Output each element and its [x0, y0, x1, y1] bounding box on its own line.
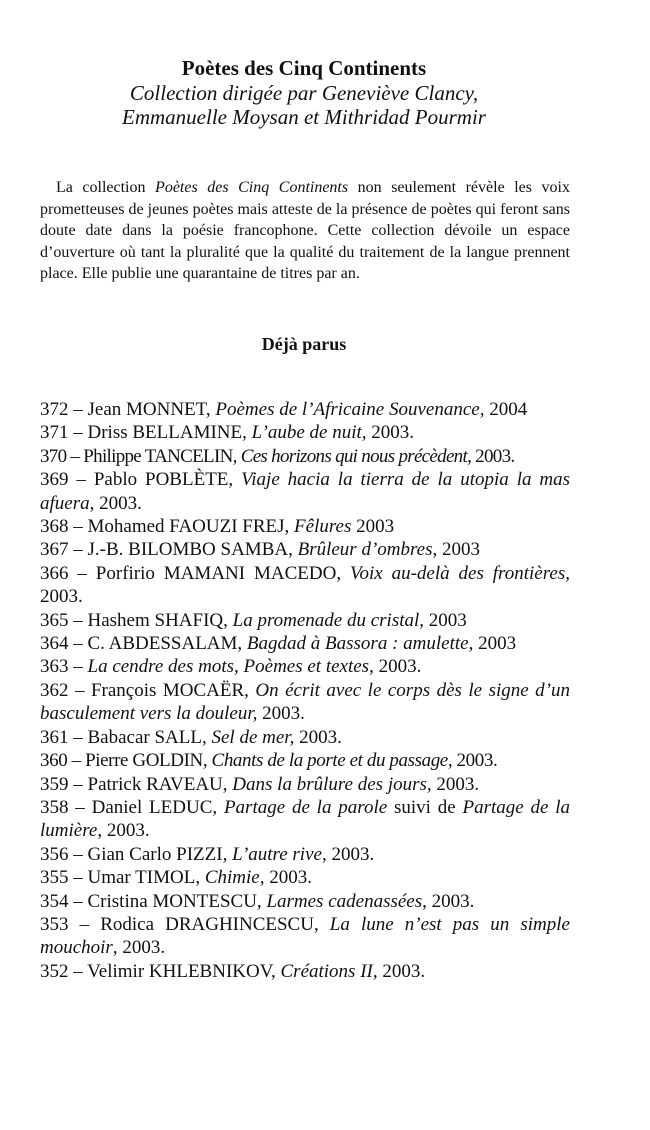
section-heading: Déjà parus — [261, 334, 347, 354]
list-item: 361 – Babacar SALL, Sel de mer, 2003. — [40, 726, 342, 748]
collection-name: Poètes des Cinq Continents — [155, 179, 349, 196]
list-item: 372 – Jean MONNET, Poèmes de l’Africaine Souvenance, 2004 — [40, 399, 528, 420]
page-title: Poètes des Cinq Continents — [181, 56, 427, 80]
collection-directors-line-2: Emmanuelle Moysan et Mithridad Pourmir — [122, 105, 486, 129]
list-item: 365 – Hashem SHAFIQ, La promenade du cristal, 2003 — [40, 609, 467, 631]
list-item: 359 – Patrick RAVEAU, Dans la brûlure des jours, 2003. — [40, 773, 480, 795]
list-item: 369 – Pablo POBLÈTE, Viaje hacia la tierra de la utopia la mas afuera, 2003. — [40, 469, 570, 514]
list-item: 371 – Driss BELLAMINE, L’aube de nuit, 2003. — [40, 422, 415, 444]
list-item: 367 – J.-B. BILOMBO SAMBA, Brûleur d’ombres, 2003 — [40, 539, 481, 561]
list-item: 366 – Porfirio MAMANI MACEDO, Voix au-delà des frontières, 2003. — [40, 562, 570, 608]
list-item: 362 – François MOCAËR, On écrit avec le corps dès le signe d’un basculement vers la douleur, 2003. — [40, 679, 570, 725]
list-item: 370 – Philippe TANCELIN, Ces horizons qui nous précèdent, 2003. — [40, 445, 515, 467]
published-titles-list — [40, 398, 570, 983]
list-item: 363 – La cendre des mots, Poèmes et textes, 2003. — [40, 656, 422, 678]
list-item: 355 – Umar TIMOL, Chimie, 2003. — [40, 867, 312, 889]
list-item: 364 – C. ABDESSALAM, Bagdad à Bassora : amulette, 2003 — [40, 633, 517, 655]
description-lead: La collection — [56, 179, 156, 196]
list-item: 368 – Mohamed FAOUZI FREJ, Fêlures 2003 — [40, 516, 395, 538]
list-item: 353 – Rodica DRAGHINCESCU, La lune n’est pas un simple mouchoir, 2003. — [40, 913, 570, 959]
collection-description — [40, 177, 570, 285]
list-item: 352 – Velimir KHLEBNIKOV, Créations II, 2003. — [40, 960, 426, 982]
list-item: 358 – Daniel LEDUC, Partage de la parole suivi de Partage de la lumière, 2003. — [40, 796, 570, 842]
list-item: 356 – Gian Carlo PIZZI, L’autre rive, 2003. — [40, 843, 375, 865]
list-item: 354 – Cristina MONTESCU, Larmes cadenassées, 2003. — [40, 890, 475, 912]
description-body: non seulement révèle les voix prometteuses de jeunes poètes mais atteste de la présence de poètes qui feront sans doute date dans la poésie francophone. Cette collection dévoile un espace d’ouverture où tant la pluralité que la qualité du traitement de la langue prennent place. Elle publie une quarantaine de titres par an. — [40, 179, 570, 283]
collection-directors-line-1: Collection dirigée par Geneviève Clancy, — [129, 81, 479, 105]
list-item: 360 – Pierre GOLDIN, Chants de la porte et du passage, 2003. — [40, 750, 498, 772]
